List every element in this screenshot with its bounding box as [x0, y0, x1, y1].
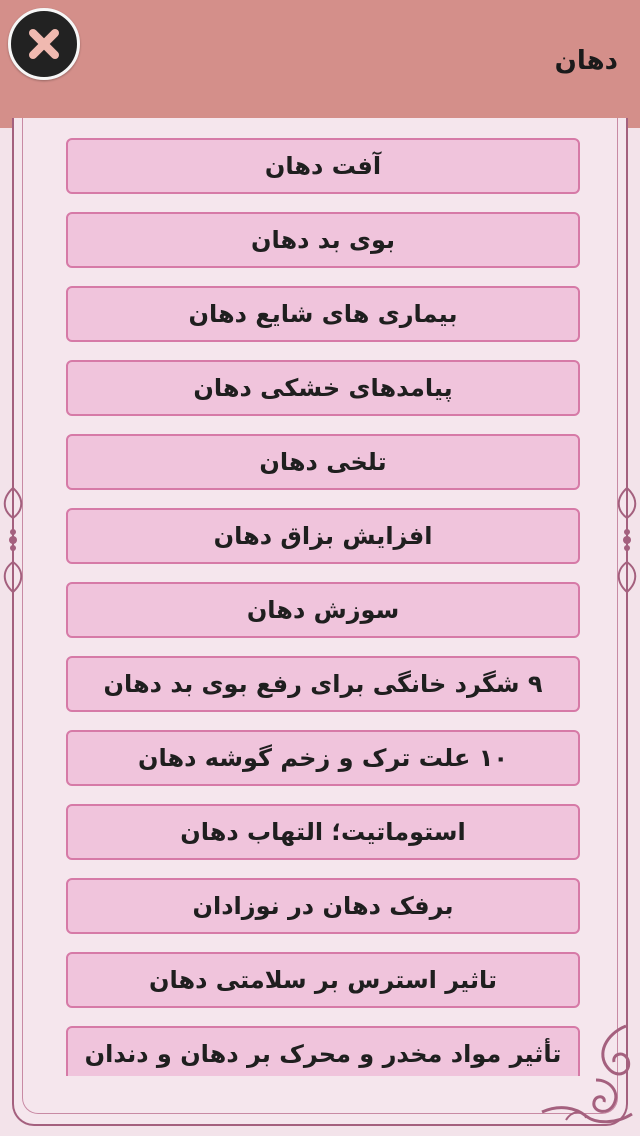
list-item[interactable]: [66, 360, 580, 416]
list-item[interactable]: [66, 286, 580, 342]
left-ornament-icon: [0, 480, 26, 600]
list-item[interactable]: [66, 434, 580, 490]
list-item[interactable]: [66, 952, 580, 1008]
list-item[interactable]: [66, 804, 580, 860]
topic-list: [66, 138, 580, 1076]
list-item-label: ۱۰ علت ترک و زخم گوشه دهان: [138, 744, 509, 772]
list-item-label: بوی بد دهان: [250, 226, 396, 254]
list-item[interactable]: [66, 730, 580, 786]
header-bar: [0, 0, 640, 128]
list-item-label: افزایش بزاق دهان: [213, 522, 433, 550]
list-item[interactable]: [66, 1026, 580, 1076]
list-item-label: پیامدهای خشکی دهان: [193, 374, 453, 402]
close-icon: [11, 11, 77, 77]
list-item[interactable]: [66, 138, 580, 194]
list-item-label: ۹ شگرد خانگی برای رفع بوی بد دهان: [103, 670, 543, 698]
list-item-label: سوزش دهان: [246, 596, 400, 624]
list-item[interactable]: [66, 508, 580, 564]
list-item-label: برفک دهان در نوزادان: [192, 892, 454, 920]
list-item-label: تأثیر مواد مخدر و محرک بر دهان و دندان: [84, 1040, 562, 1068]
list-item-label: تاثیر استرس بر سلامتی دهان: [149, 966, 498, 994]
list-item-label: تلخی دهان: [259, 448, 387, 476]
page-title: دهان: [554, 46, 618, 76]
right-ornament-icon: [614, 480, 640, 600]
list-item[interactable]: [66, 656, 580, 712]
close-button[interactable]: [8, 8, 80, 80]
list-item-label: آفت دهان: [264, 152, 382, 180]
list-item-label: استوماتیت؛ التهاب دهان: [180, 818, 466, 846]
list-item-label: بیماری های شایع دهان: [188, 300, 458, 328]
list-item[interactable]: [66, 582, 580, 638]
list-item[interactable]: [66, 212, 580, 268]
list-item[interactable]: [66, 878, 580, 934]
